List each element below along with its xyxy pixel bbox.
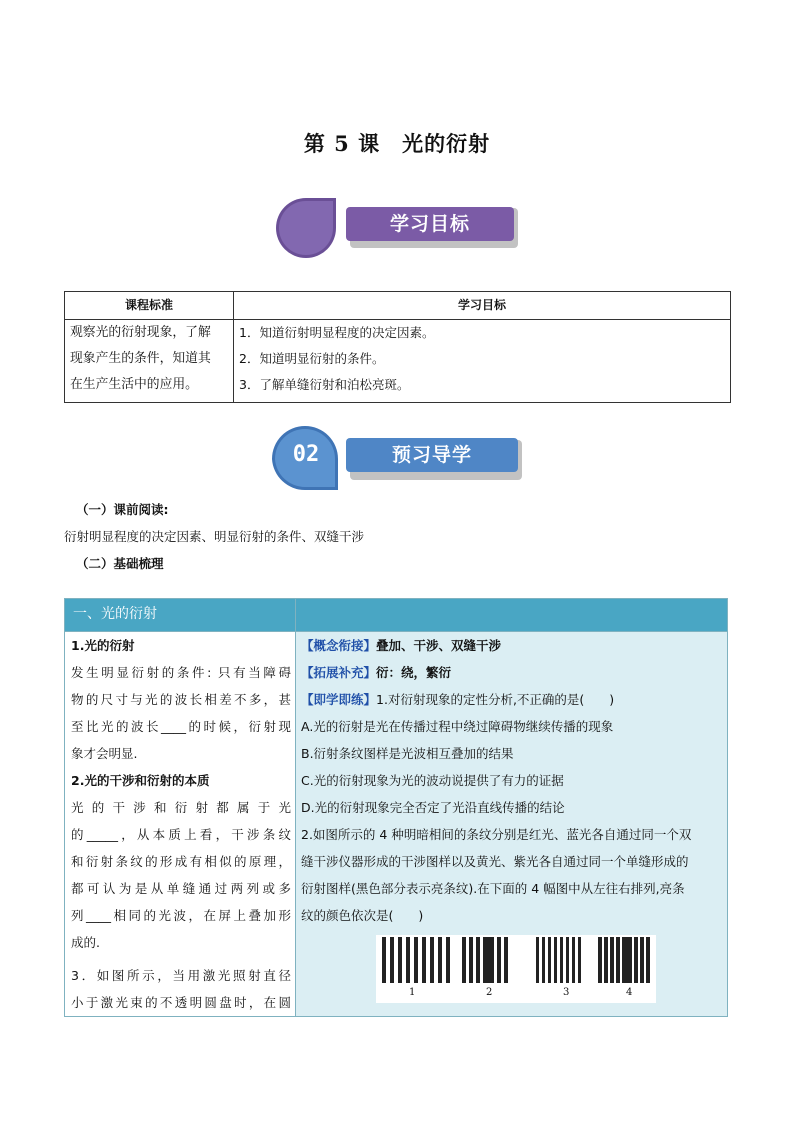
question-2-line: 纹的颜色依次是( ) xyxy=(301,908,424,923)
section-pre-reading-text: 衍射明显程度的决定因素、明显衍射的条件、双缝干涉 xyxy=(64,529,365,544)
objectives-cell xyxy=(234,320,731,403)
fringe-stripe-2 xyxy=(490,937,494,983)
fringe-stripe-4 xyxy=(640,937,644,983)
concept-text: 叠加、干涉、双缝干涉 xyxy=(376,638,502,653)
concept-tag: 【概念衔接】 xyxy=(301,638,377,653)
fringe-stripe-2 xyxy=(476,937,480,983)
banner-number: 02 xyxy=(292,442,320,467)
question-1-option: A.光的衍射是光在传播过程中绕过障碍物继续传播的现象 xyxy=(301,719,614,734)
knowledge-line: 光的干涉和衍射都属于光 xyxy=(71,800,291,815)
fringe-figure-panel xyxy=(376,935,656,1003)
study-table-header-empty xyxy=(296,599,728,632)
standard-line: 观察光的衍射现象，了解 xyxy=(70,325,211,340)
knowledge-line: 都可认为是从单缝通过两列或多 xyxy=(71,881,291,896)
fringe-stripe-2 xyxy=(462,937,466,983)
fringe-stripe-4 xyxy=(646,937,650,983)
objective-item: 3．了解单缝衍射和泊松亮斑。 xyxy=(239,377,410,392)
fringe-stripe-1 xyxy=(430,937,434,983)
question-2-line: 缝干涉仪器形成的干涉图样以及黄光、紫光各自通过同一个单缝形成的 xyxy=(301,854,689,869)
learning-goals-table xyxy=(64,291,731,403)
fringe-stripe-4 xyxy=(616,937,620,983)
fringe-stripe-2 xyxy=(469,937,473,983)
practice-column xyxy=(296,632,728,1017)
fringe-stripe-1 xyxy=(446,937,450,983)
knowledge-line: 成的. xyxy=(71,935,100,950)
fringe-stripe-3 xyxy=(566,937,569,983)
fringe-stripe-3 xyxy=(560,937,563,983)
section-basics-label: （二）基础梳理 xyxy=(76,556,164,571)
fringe-stripe-1 xyxy=(382,937,386,983)
col-header-goals: 学习目标 xyxy=(234,292,731,320)
knowledge-heading: 1.光的衍射 xyxy=(71,638,135,653)
figure-label: 4 xyxy=(626,987,633,998)
fringe-stripe-3 xyxy=(578,937,581,983)
knowledge-line: 3．如图所示，当用激光照射直径 xyxy=(71,968,291,983)
fringe-patterns xyxy=(376,935,656,987)
course-standard-cell xyxy=(65,320,234,403)
question-1-option: D.光的衍射现象完全否定了光沿直线传播的结论 xyxy=(301,800,565,815)
figure-label: 2 xyxy=(486,987,493,998)
col-header-standard: 课程标准 xyxy=(65,292,234,320)
fringe-stripe-4 xyxy=(610,937,614,983)
knowledge-line: 和衍射条纹的形成有相似的原理， xyxy=(71,854,291,869)
section-pre-reading-label: （一）课前阅读: xyxy=(76,502,169,517)
question-1: 1.对衍射现象的定性分析,不正确的是( ) xyxy=(376,692,615,707)
question-1-option: B.衍射条纹图样是光波相互叠加的结果 xyxy=(301,746,514,761)
fringe-stripe-3 xyxy=(536,937,539,983)
fringe-stripe-2 xyxy=(504,937,508,983)
extend-tag: 【拓展补充】 xyxy=(301,665,377,680)
fringe-stripe-3 xyxy=(542,937,545,983)
fringe-stripe-3 xyxy=(548,937,551,983)
question-1-option: C.光的衍射现象为光的波动说提供了有力的证据 xyxy=(301,773,564,788)
knowledge-line: 的_____，从本质上看，干涉条纹 xyxy=(71,827,291,842)
banner-preview-study-label: 预习导学 xyxy=(346,438,518,472)
question-2-line: 2.如图所示的 4 种明暗相间的条纹分别是红光、蓝光各自通过同一个双 xyxy=(301,827,692,842)
question-2-line: 衍射图样(黑色部分表示亮条纹).在下面的 4 幅图中从左往右排列,亮条 xyxy=(301,881,685,896)
fringe-stripe-1 xyxy=(406,937,410,983)
figure-label: 3 xyxy=(563,987,570,998)
knowledge-line: 小于激光束的不透明圆盘时，在圆 xyxy=(71,995,291,1010)
fringe-stripe-1 xyxy=(414,937,418,983)
knowledge-line: 至比光的波长____的时候，衍射现 xyxy=(71,719,291,734)
fringe-stripe-2 xyxy=(497,937,501,983)
banner-learning-goals xyxy=(276,195,526,259)
standard-line: 在生产生活中的应用。 xyxy=(70,377,198,392)
knowledge-line: 发生明显衍射的条件: 只有当障碍 xyxy=(71,665,291,680)
objective-item: 2．知道明显衍射的条件。 xyxy=(239,351,385,366)
extend-text: 衍：绕，繁衍 xyxy=(376,665,452,680)
knowledge-line: 象才会明显. xyxy=(71,746,138,761)
fringe-stripe-1 xyxy=(422,937,426,983)
standard-line: 现象产生的条件，知道其 xyxy=(70,351,211,366)
banner-learning-goals-label: 学习目标 xyxy=(346,207,514,241)
fringe-stripe-4 xyxy=(634,937,638,983)
practice-tag: 【即学即练】 xyxy=(301,692,377,707)
figure-label: 1 xyxy=(409,987,416,998)
fringe-stripe-1 xyxy=(438,937,442,983)
objective-item: 1．知道衍射明显程度的决定因素。 xyxy=(239,325,435,340)
page-title: 第 5 课 光的衍射 xyxy=(303,131,491,156)
knowledge-column xyxy=(65,632,296,1017)
study-table-header: 一、光的衍射 xyxy=(65,599,296,632)
fringe-stripe-4 xyxy=(628,937,632,983)
fringe-stripe-1 xyxy=(390,937,394,983)
fringe-stripe-3 xyxy=(554,937,557,983)
knowledge-line: 列____相同的光波，在屏上叠加形 xyxy=(71,908,291,923)
fringe-stripe-4 xyxy=(604,937,608,983)
banner-preview-study xyxy=(272,424,526,492)
fringe-stripe-4 xyxy=(598,937,602,983)
knowledge-heading: 2.光的干涉和衍射的本质 xyxy=(71,773,210,788)
fringe-stripe-1 xyxy=(398,937,402,983)
knowledge-line: 物的尺寸与光的波长相差不多，甚 xyxy=(71,692,291,707)
fringe-figure xyxy=(301,929,723,1011)
study-table xyxy=(64,598,728,1017)
fringe-stripe-3 xyxy=(572,937,575,983)
